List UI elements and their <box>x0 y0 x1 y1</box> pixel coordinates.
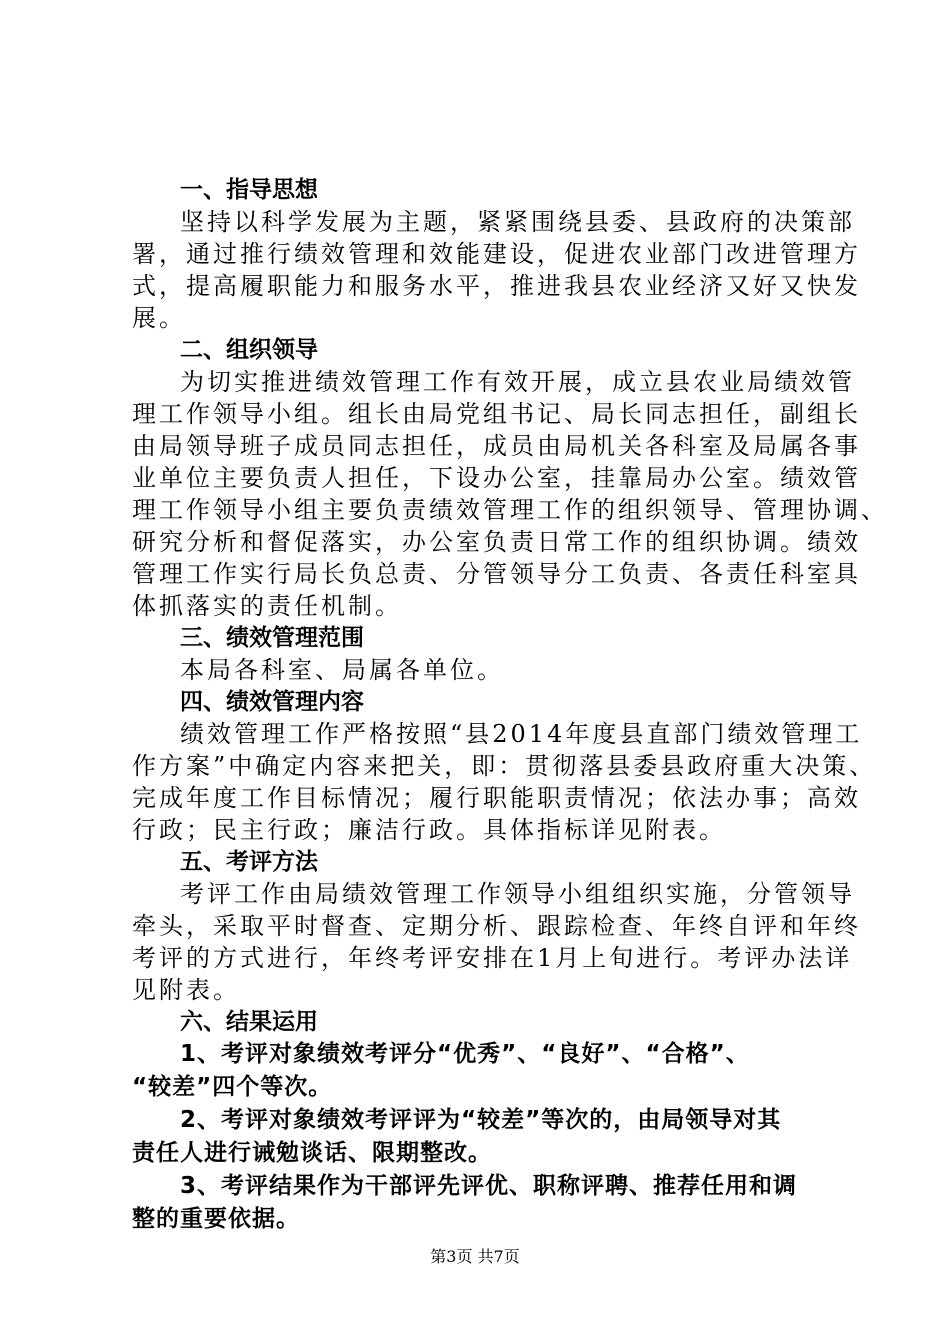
section-heading-guiding-ideology: 一、指导思想 <box>180 177 318 203</box>
paragraph-line: 展。 <box>132 304 186 332</box>
paragraph-line: 理工作领导小组。组长由局党组书记、局长同志担任，副组长 <box>132 400 861 428</box>
paragraph-result-2 <box>132 1104 832 1170</box>
paragraph-line: 完成年度工作目标情况；履行职能职责情况；依法办事；高效 <box>132 784 861 812</box>
paragraph-line: 牵头，采取平时督查、定期分析、跟踪检查、年终自评和年终 <box>132 912 861 940</box>
section-heading-scope: 三、绩效管理范围 <box>180 625 364 651</box>
paragraph-line: 作方案”中确定内容来把关，即：贯彻落县委县政府重大决策、 <box>132 752 877 780</box>
document-body <box>132 174 888 1236</box>
paragraph-line: 署，通过推行绩效管理和效能建设，促进农业部门改进管理方 <box>132 240 861 268</box>
paragraph-line: 2、考评对象绩效考评评为“较差”等次的，由局领导对其 <box>180 1107 782 1133</box>
paragraph-line: “较差”四个等次。 <box>132 1074 333 1100</box>
page-number-footer: 第3页 共7页 <box>430 1247 520 1266</box>
paragraph-result-3 <box>132 1170 832 1236</box>
paragraph-line: 责任人进行诫勉谈话、限期整改。 <box>132 1140 492 1166</box>
paragraph-line: 考评工作由局绩效管理工作领导小组组织实施，分管领导 <box>180 880 855 908</box>
paragraph-line: 管理工作实行局长负总责、分管领导分工负责、各责任科室具 <box>132 560 861 588</box>
paragraph-line: 坚持以科学发展为主题，紧紧围绕县委、县政府的决策部 <box>180 208 855 236</box>
section-heading-content: 四、绩效管理内容 <box>180 689 364 715</box>
paragraph-line: 行政；民主行政；廉洁行政。具体指标详见附表。 <box>132 816 726 844</box>
paragraph-line: 1、考评对象绩效考评分“优秀”、“良好”、“合格”、 <box>180 1041 750 1067</box>
paragraph-organization <box>132 366 888 622</box>
paragraph-guiding-ideology <box>132 206 861 334</box>
paragraph-line: 式，提高履职能力和服务水平，推进我县农业经济又好又快发 <box>132 272 861 300</box>
paragraph-line: 考评的方式进行，年终考评安排在1月上旬进行。考评办法详 <box>132 944 853 972</box>
paragraph-line: 研究分析和督促落实，办公室负责日常工作的组织协调。绩效 <box>132 528 861 556</box>
paragraph-line: 本局各科室、局属各单位。 <box>180 656 504 684</box>
paragraph-result-1 <box>132 1038 832 1104</box>
paragraph-content <box>132 718 877 846</box>
paragraph-line: 为切实推进绩效管理工作有效开展，成立县农业局绩效管 <box>180 368 855 396</box>
paragraph-line: 3、考评结果作为干部评先评优、职称评聘、推荐任用和调 <box>180 1173 798 1199</box>
paragraph-scope <box>132 654 832 686</box>
paragraph-line: 整的重要依据。 <box>132 1206 300 1232</box>
section-heading-organization: 二、组织领导 <box>180 337 318 363</box>
paragraph-evaluation-method <box>132 878 861 1006</box>
paragraph-line: 业单位主要负责人担任，下设办公室，挂靠局办公室。绩效管 <box>132 464 861 492</box>
section-heading-result-application: 六、结果运用 <box>180 1009 318 1035</box>
paragraph-line: 由局领导班子成员同志担任，成员由局机关各科室及局属各事 <box>132 432 861 460</box>
paragraph-line: 理工作领导小组主要负责绩效管理工作的组织领导、管理协调、 <box>132 496 888 524</box>
paragraph-line: 绩效管理工作严格按照“县2014年度县直部门绩效管理工 <box>180 720 863 748</box>
section-heading-evaluation-method: 五、考评方法 <box>180 849 318 875</box>
paragraph-line: 体抓落实的责任机制。 <box>132 592 402 620</box>
paragraph-line: 见附表。 <box>132 976 240 1004</box>
